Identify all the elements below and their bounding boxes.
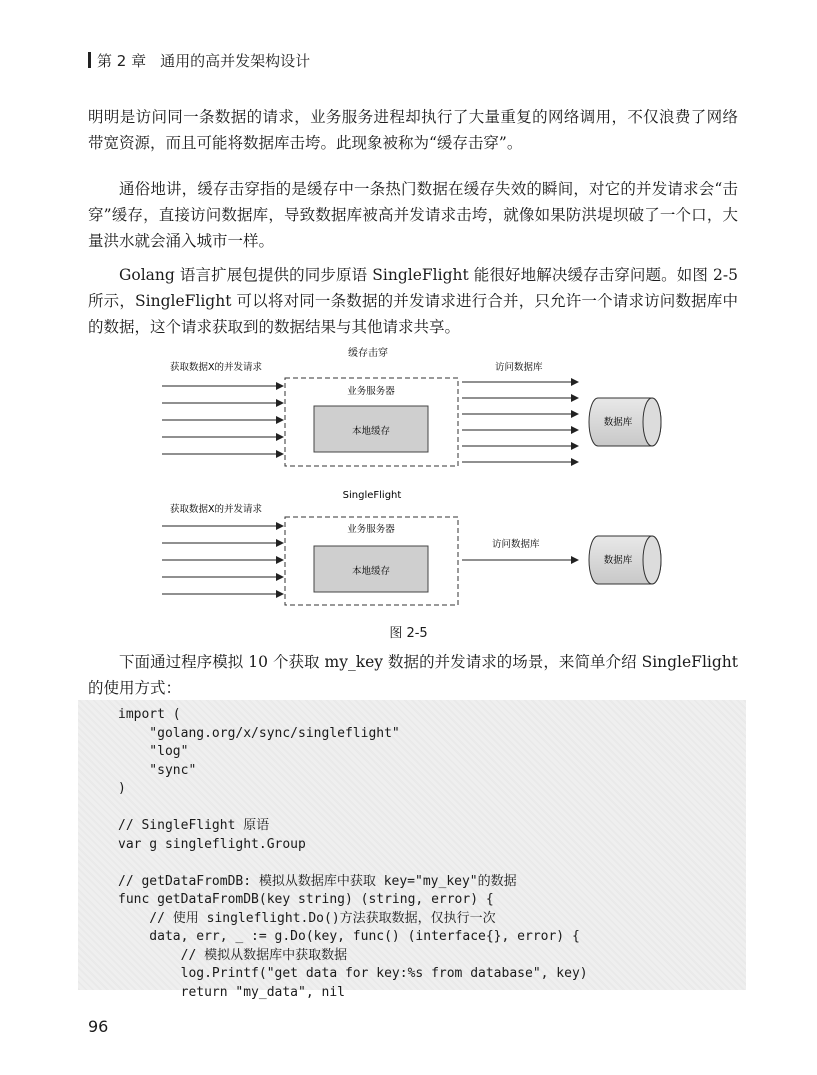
- code-line: data, err, _ := g.Do(key, func() (interface{}, error) {: [118, 929, 580, 944]
- code-line: // 模拟从数据库中获取数据: [118, 947, 348, 963]
- chapter-number: 第 2 章: [97, 52, 147, 70]
- code-listing: [78, 700, 746, 1002]
- code-line: var g singleflight.Group: [118, 836, 306, 852]
- bottom-access-label: 访问数据库: [492, 539, 540, 550]
- top-requests-label: 获取数据X的并发请求: [170, 362, 263, 373]
- top-diagram-title: 缓存击穿: [348, 348, 388, 359]
- code-line: [118, 799, 746, 818]
- top-db-arrows: [462, 382, 578, 462]
- top-db-label: 数据库: [603, 417, 633, 428]
- code-line: import (: [118, 707, 181, 722]
- paragraph-3: Golang 语言扩展包提供的同步原语 SingleFlight 能很好地解决缓存击穿问题。如图 2-5 所示，SingleFlight 可以将对同一条数据的并发请求进行合并，只允许一个请求访问数据库中的数据，这个请求获取到的数据结果与其他请求共享。: [88, 266, 738, 336]
- top-incoming-arrows: [162, 386, 283, 454]
- code-line: [118, 854, 746, 873]
- bottom-diagram-title: SingleFlight: [342, 490, 402, 501]
- code-line: // getDataFromDB: 模拟从数据库中获取 key="my_key"的数据: [118, 873, 517, 889]
- page-number: 96: [88, 1017, 109, 1036]
- header-bar: [88, 52, 91, 68]
- paragraph-2: 通俗地讲，缓存击穿指的是缓存中一条热门数据在缓存失效的瞬间，对它的并发请求会“击穿”缓存，直接访问数据库，导致数据库被高并发请求击垮，就像如果防洪堤坝破了一个口，大量洪水就会涌入城市一样。: [88, 180, 738, 250]
- code-line: func getDataFromDB(key string) (string, error) {: [118, 892, 494, 907]
- top-cache-label: 本地缓存: [351, 426, 391, 437]
- top-access-label: 访问数据库: [495, 362, 543, 373]
- code-line: // 使用 singleflight.Do()方法获取数据，仅执行一次: [118, 910, 496, 926]
- paragraph-1: 明明是访问同一条数据的请求，业务服务进程却执行了大量重复的网络调用，不仅浪费了网络带宽资源，而且可能将数据库击垮。此现象被称为“缓存击穿”。: [88, 108, 738, 152]
- figure-caption: 图 2-5: [389, 626, 428, 641]
- code-line: "sync": [118, 762, 197, 778]
- running-header: [88, 50, 310, 71]
- code-line: "golang.org/x/sync/singleflight": [118, 725, 400, 741]
- code-line: return "my_data", nil: [118, 984, 345, 1000]
- code-block: [78, 700, 746, 1000]
- chapter-title: 通用的高并发架构设计: [160, 52, 311, 70]
- bottom-incoming-arrows: [162, 526, 283, 594]
- bottom-service-label: 业务服务器: [347, 524, 395, 535]
- code-line: // SingleFlight 原语: [118, 818, 270, 833]
- bottom-cache-label: 本地缓存: [351, 566, 391, 577]
- figure-2-5: [140, 340, 680, 616]
- bottom-requests-label: 获取数据X的并发请求: [170, 504, 263, 515]
- code-line: log.Printf("get data for key:%s from database", key): [118, 966, 588, 981]
- code-line: "log": [118, 744, 189, 759]
- bottom-db-label: 数据库: [603, 555, 633, 566]
- code-line: ): [118, 781, 126, 796]
- top-service-label: 业务服务器: [347, 386, 395, 397]
- paragraph-4: 下面通过程序模拟 10 个获取 my_key 数据的并发请求的场景，来简单介绍 SingleFlight 的使用方式：: [88, 653, 738, 697]
